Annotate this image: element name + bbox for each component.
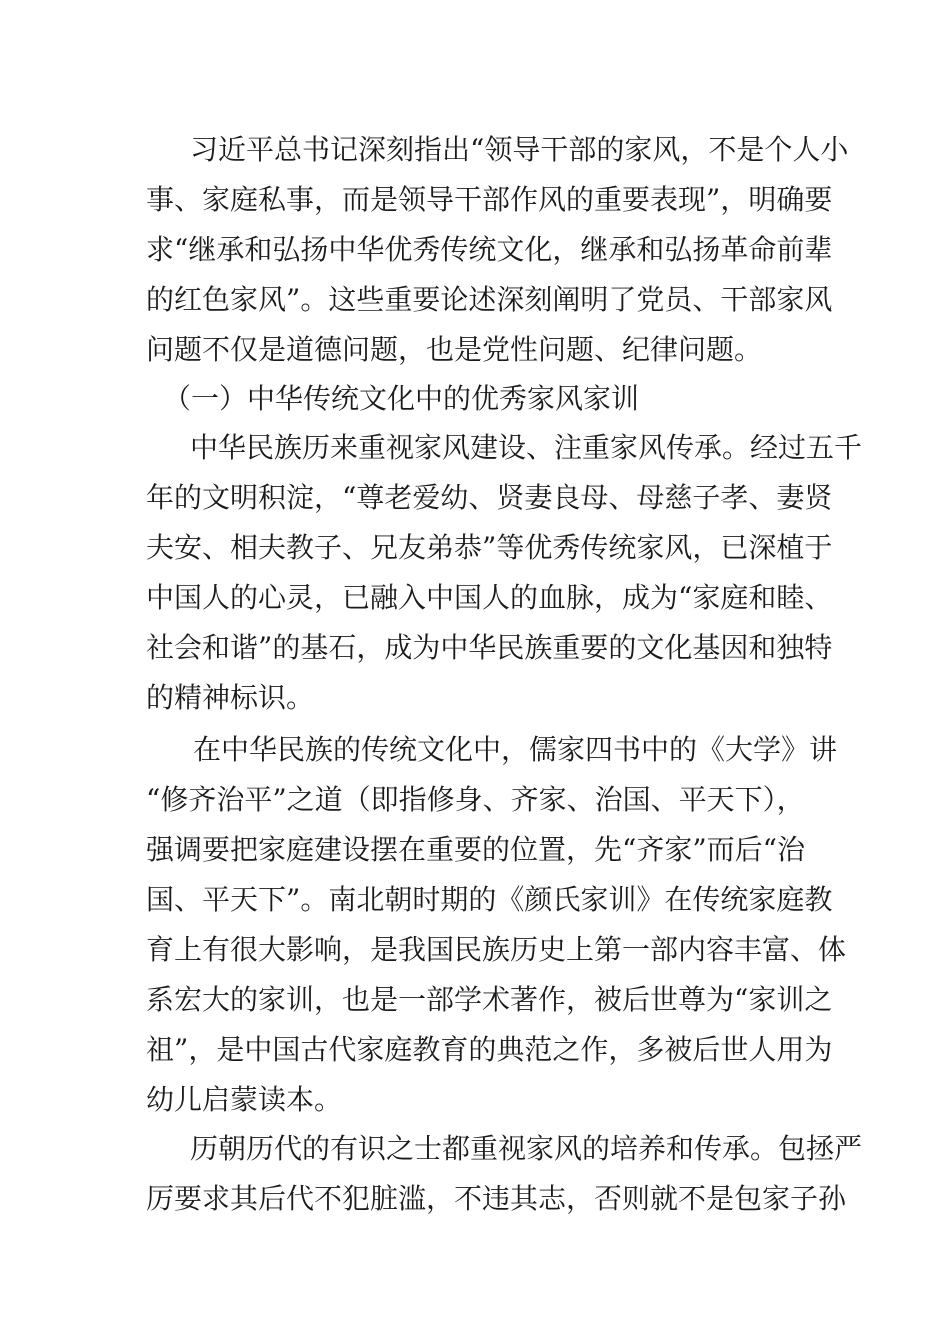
text-line: 的精神标识。	[146, 681, 315, 714]
text-line: 系宏大的家训，也是一部学术著作，被后世尊为“家训之	[146, 983, 833, 1016]
text-line: 事、家庭私事，而是领导干部作风的重要表现”，明确要	[146, 183, 833, 216]
text-line: 中华民族历来重视家风建设、注重家风传承。经过五千	[190, 431, 863, 464]
text-line: 国、平天下”。南北朝时期的《颜氏家训》在传统家庭教	[146, 883, 833, 916]
text-line: 厉要求其后代不犯脏滥，不违其志，否则就不是包家子孙	[146, 1182, 847, 1215]
text-line: 祖”，是中国古代家庭教育的典范之作，多被后世人用为	[146, 1033, 833, 1066]
text-line: 习近平总书记深刻指出“领导干部的家风，不是个人小	[190, 133, 849, 166]
text-line: 在中华民族的传统文化中，儒家四书中的《大学》讲	[193, 733, 838, 766]
text-line: 的红色家风”。这些重要论述深刻阐明了党员、干部家风	[146, 283, 833, 316]
text-line: 社会和谐”的基石，成为中华民族重要的文化基因和独特	[146, 631, 833, 664]
text-line: 夫安、相夫教子、兄友弟恭”等优秀传统家风，已深植于	[146, 531, 833, 564]
text-line: 年的文明积淀，“尊老爱幼、贤妻良母、母慈子孝、妻贤	[146, 481, 833, 514]
section-heading: （一）中华传统文化中的优秀家风家训	[163, 382, 640, 415]
text-line: 问题不仅是道德问题，也是党性问题、纪律问题。	[146, 333, 763, 366]
text-line: 中国人的心灵，已融入中国人的血脉，成为“家庭和睦、	[146, 581, 833, 614]
text-line: 求“继承和弘扬中华优秀传统文化，继承和弘扬革命前辈	[146, 233, 833, 266]
text-line: 育上有很大影响，是我国民族历史上第一部内容丰富、体	[146, 933, 847, 966]
text-line: 强调要把家庭建设摆在重要的位置，先“齐家”而后“治	[146, 833, 805, 866]
text-line: “修齐治平”之道（即指修身、齐家、治国、平天下），	[146, 783, 805, 816]
text-line: 幼儿启蒙读本。	[146, 1083, 343, 1116]
text-line: 历朝历代的有识之士都重视家风的培养和传承。包拯严	[190, 1132, 863, 1165]
